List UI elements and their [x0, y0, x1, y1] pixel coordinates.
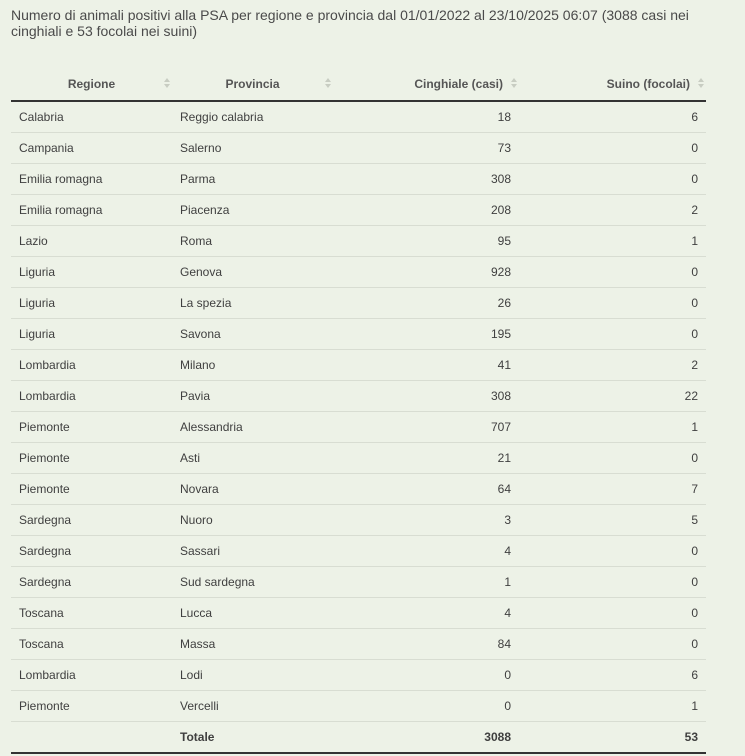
cell-provincia: Salerno: [172, 133, 333, 164]
sort-arrows-icon[interactable]: [164, 78, 170, 90]
column-header-label: Suino (focolai): [606, 77, 690, 91]
sort-arrows-icon[interactable]: [511, 78, 517, 90]
cell-provincia: Sassari: [172, 536, 333, 567]
cell-provincia: Pavia: [172, 381, 333, 412]
cell-regione: Lombardia: [11, 350, 172, 381]
cell-suino: 7: [519, 474, 706, 505]
cell-regione: Liguria: [11, 257, 172, 288]
table-row: [11, 567, 706, 598]
total-suino: 53: [519, 722, 706, 754]
cell-suino: 1: [519, 691, 706, 722]
table-row: [11, 536, 706, 567]
cell-regione: Lombardia: [11, 381, 172, 412]
table-row: [11, 443, 706, 474]
table-row: [11, 691, 706, 722]
column-header-cinghiale[interactable]: [333, 68, 519, 101]
cell-provincia: Alessandria: [172, 412, 333, 443]
cell-suino: 6: [519, 660, 706, 691]
cell-provincia: Reggio calabria: [172, 101, 333, 133]
cell-provincia: Roma: [172, 226, 333, 257]
cell-cinghiale: 928: [333, 257, 519, 288]
total-label: Totale: [172, 722, 333, 754]
cell-suino: 0: [519, 536, 706, 567]
cell-cinghiale: 73: [333, 133, 519, 164]
cell-suino: 0: [519, 443, 706, 474]
cell-regione: Emilia romagna: [11, 195, 172, 226]
cell-cinghiale: 195: [333, 319, 519, 350]
cell-suino: 0: [519, 164, 706, 195]
cell-provincia: La spezia: [172, 288, 333, 319]
column-header-label: Regione: [67, 77, 116, 91]
total-cinghiale: 3088: [333, 722, 519, 754]
cell-suino: 0: [519, 288, 706, 319]
table-row: [11, 505, 706, 536]
cell-suino: 6: [519, 101, 706, 133]
cell-cinghiale: 4: [333, 598, 519, 629]
cell-regione: Lombardia: [11, 660, 172, 691]
cell-cinghiale: 3: [333, 505, 519, 536]
table-row: [11, 381, 706, 412]
cell-provincia: Lucca: [172, 598, 333, 629]
table-body: [11, 101, 706, 753]
table-row: [11, 350, 706, 381]
column-header-label: Provincia: [225, 77, 280, 91]
cell-suino: 0: [519, 598, 706, 629]
cell-cinghiale: 21: [333, 443, 519, 474]
cell-cinghiale: 0: [333, 660, 519, 691]
sort-arrows-icon[interactable]: [325, 78, 331, 90]
cell-regione: Sardegna: [11, 505, 172, 536]
cell-provincia: Vercelli: [172, 691, 333, 722]
total-row: [11, 722, 706, 754]
cell-provincia: Savona: [172, 319, 333, 350]
cell-cinghiale: 1: [333, 567, 519, 598]
cell-regione: Lazio: [11, 226, 172, 257]
cell-cinghiale: 4: [333, 536, 519, 567]
cell-provincia: Piacenza: [172, 195, 333, 226]
cell-cinghiale: 0: [333, 691, 519, 722]
cell-suino: 0: [519, 257, 706, 288]
column-header-provincia[interactable]: [172, 68, 333, 101]
table-row: [11, 133, 706, 164]
cell-provincia: Parma: [172, 164, 333, 195]
cell-regione: Sardegna: [11, 536, 172, 567]
cell-cinghiale: 95: [333, 226, 519, 257]
cell-regione: Piemonte: [11, 474, 172, 505]
cell-cinghiale: 64: [333, 474, 519, 505]
cell-cinghiale: 26: [333, 288, 519, 319]
cell-cinghiale: 308: [333, 164, 519, 195]
cell-provincia: Lodi: [172, 660, 333, 691]
table-row: [11, 412, 706, 443]
cell-regione: Sardegna: [11, 567, 172, 598]
cell-suino: 5: [519, 505, 706, 536]
cell-regione: Liguria: [11, 319, 172, 350]
table-row: [11, 660, 706, 691]
cell-suino: 0: [519, 567, 706, 598]
table-row: [11, 195, 706, 226]
table-row: [11, 288, 706, 319]
cell-provincia: Massa: [172, 629, 333, 660]
table-row: [11, 226, 706, 257]
cell-cinghiale: 308: [333, 381, 519, 412]
cell-suino: 1: [519, 412, 706, 443]
cell-regione: Campania: [11, 133, 172, 164]
cell-provincia: Genova: [172, 257, 333, 288]
cell-regione: Calabria: [11, 101, 172, 133]
cell-suino: 0: [519, 133, 706, 164]
table-row: [11, 629, 706, 660]
cell-regione: Piemonte: [11, 412, 172, 443]
table-row: [11, 164, 706, 195]
cell-provincia: Novara: [172, 474, 333, 505]
cell-cinghiale: 707: [333, 412, 519, 443]
table-row: [11, 474, 706, 505]
cell-regione: Piemonte: [11, 443, 172, 474]
cell-provincia: Milano: [172, 350, 333, 381]
column-header-suino[interactable]: [519, 68, 706, 101]
table-row: [11, 257, 706, 288]
cell-regione: Toscana: [11, 629, 172, 660]
cell-cinghiale: 18: [333, 101, 519, 133]
total-empty-cell: [11, 722, 172, 754]
cell-regione: Toscana: [11, 598, 172, 629]
sort-arrows-icon[interactable]: [698, 78, 704, 90]
cell-suino: 0: [519, 319, 706, 350]
cell-cinghiale: 208: [333, 195, 519, 226]
cell-regione: Piemonte: [11, 691, 172, 722]
cell-cinghiale: 41: [333, 350, 519, 381]
table-row: [11, 319, 706, 350]
table-caption: Numero di animali positivi alla PSA per regione e provincia dal 01/01/2022 al 23/10/2025 06:07 (3088 casi nei cinghiali e 53 focolai nei suini): [11, 7, 689, 39]
cell-suino: 0: [519, 629, 706, 660]
table-row: [11, 598, 706, 629]
header-row: [11, 68, 706, 101]
psa-table: [11, 68, 706, 754]
cell-suino: 22: [519, 381, 706, 412]
cell-provincia: Sud sardegna: [172, 567, 333, 598]
column-header-regione[interactable]: [11, 68, 172, 101]
cell-suino: 2: [519, 350, 706, 381]
cell-regione: Emilia romagna: [11, 164, 172, 195]
cell-provincia: Nuoro: [172, 505, 333, 536]
cell-suino: 2: [519, 195, 706, 226]
cell-regione: Liguria: [11, 288, 172, 319]
cell-provincia: Asti: [172, 443, 333, 474]
table-row: [11, 101, 706, 133]
cell-cinghiale: 84: [333, 629, 519, 660]
column-header-label: Cinghiale (casi): [414, 77, 503, 91]
cell-suino: 1: [519, 226, 706, 257]
